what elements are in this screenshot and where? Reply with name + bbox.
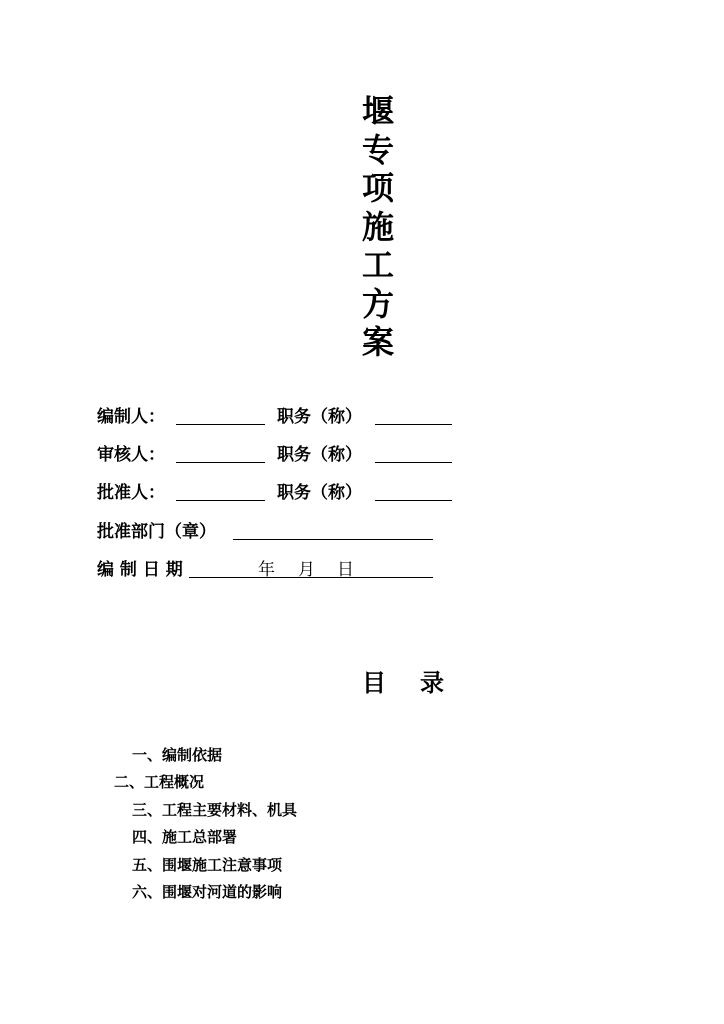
toc-title-char: 目	[362, 669, 386, 697]
department-label: 批准部门（章）	[97, 522, 216, 542]
sign-row-date	[97, 558, 437, 582]
toc-item: 四、施工总部署	[132, 828, 238, 846]
sign-row-approver	[97, 481, 457, 505]
title-char: 专	[361, 130, 394, 169]
title-char: 项	[361, 169, 394, 207]
approver-blank	[176, 500, 265, 501]
sign-row-department	[97, 520, 437, 544]
toc-title	[362, 666, 444, 700]
toc-title-char: 录	[420, 669, 444, 697]
toc-item: 三、工程主要材料、机具	[132, 801, 298, 819]
title-char: 工	[361, 246, 394, 284]
title-char: 堰	[361, 92, 394, 130]
date-label: 编 制 日 期	[97, 560, 183, 580]
toc-item: 一、编制依据	[132, 746, 223, 764]
editor-position-blank	[375, 424, 452, 425]
editor-blank	[176, 424, 265, 425]
reviewer-blank	[176, 462, 265, 463]
editor-label: 编制人：	[97, 407, 165, 427]
reviewer-label: 审核人：	[97, 445, 165, 465]
toc-item: 六、围堰对河道的影响	[132, 883, 283, 901]
title-char: 案	[361, 323, 394, 361]
date-day: 日	[337, 560, 354, 580]
toc-item: 二、工程概况	[114, 773, 205, 791]
document-title	[356, 92, 400, 362]
date-year: 年	[258, 560, 275, 580]
editor-position-label: 职务（称）	[277, 407, 362, 427]
title-char: 方	[361, 284, 394, 323]
approver-position-label: 职务（称）	[277, 483, 362, 503]
department-blank	[233, 539, 433, 540]
title-char: 施	[361, 207, 394, 246]
sign-row-reviewer	[97, 443, 457, 467]
approver-label: 批准人：	[97, 483, 165, 503]
reviewer-position-blank	[375, 462, 452, 463]
toc-item: 五、围堰施工注意事项	[132, 856, 283, 874]
date-month: 月	[298, 560, 315, 580]
sign-row-editor	[97, 405, 457, 429]
approver-position-blank	[375, 500, 452, 501]
reviewer-position-label: 职务（称）	[277, 445, 362, 465]
